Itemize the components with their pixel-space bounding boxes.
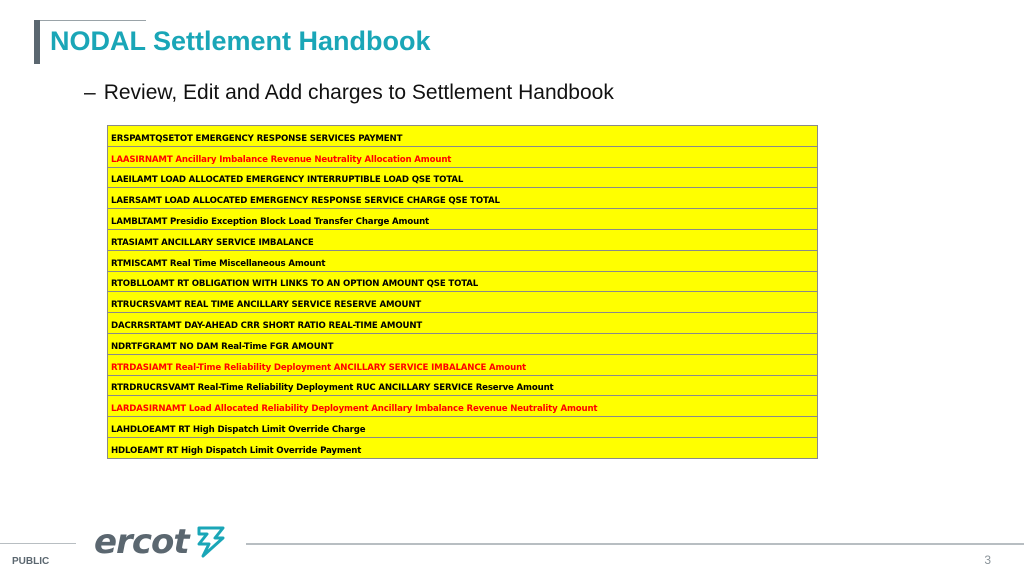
- table-row: [108, 333, 818, 354]
- table-row: [108, 417, 818, 438]
- logo-text: ercot: [94, 522, 189, 562]
- table-row: [108, 271, 818, 292]
- table-row: [108, 375, 818, 396]
- page-title: NODAL Settlement Handbook: [50, 26, 431, 56]
- charge-cell: RTRUCRSVAMT REAL TIME ANCILLARY SERVICE RESERVE AMOUNT: [108, 292, 818, 313]
- charge-cell: RTOBLLOAMT RT OBLIGATION WITH LINKS TO AN OPTION AMOUNT QSE TOTAL: [108, 271, 818, 292]
- ercot-bolt-icon: [193, 524, 227, 560]
- charge-cell: RTASIAMT ANCILLARY SERVICE IMBALANCE: [108, 229, 818, 250]
- charge-cell: LAEILAMT LOAD ALLOCATED EMERGENCY INTERRUPTIBLE LOAD QSE TOTAL: [108, 167, 818, 188]
- table-row: [108, 250, 818, 271]
- charge-cell: DACRRSRTAMT DAY-AHEAD CRR SHORT RATIO REAL-TIME AMOUNT: [108, 313, 818, 334]
- title-accent-bar: [34, 20, 40, 64]
- charge-cell: LAMBLTAMT Presidio Exception Block Load Transfer Charge Amount: [108, 209, 818, 230]
- subtitle-dash: –: [84, 81, 96, 104]
- charge-cell: RTMISCAMT Real Time Miscellaneous Amount: [108, 250, 818, 271]
- page-number: 3: [984, 553, 991, 567]
- charge-cell: RTRDRUCRSVAMT Real-Time Reliability Deployment RUC ANCILLARY SERVICE Reserve Amount: [108, 375, 818, 396]
- charge-cell: NDRTFGRAMT NO DAM Real-Time FGR AMOUNT: [108, 333, 818, 354]
- table-row: [108, 229, 818, 250]
- charge-cell: ERSPAMTQSETOT EMERGENCY RESPONSE SERVICES PAYMENT: [108, 126, 818, 147]
- table-row: [108, 396, 818, 417]
- footer-divider-left: [0, 543, 76, 544]
- table-row: [108, 437, 818, 458]
- subtitle: [84, 81, 614, 105]
- table-row: [108, 146, 818, 167]
- subtitle-text: Review, Edit and Add charges to Settlement Handbook: [103, 81, 614, 104]
- table-row: [108, 313, 818, 334]
- table-row: [108, 209, 818, 230]
- charge-cell: LAHDLOEAMT RT High Dispatch Limit Override Charge: [108, 417, 818, 438]
- title-rule: [40, 20, 146, 21]
- charge-cell: HDLOEAMT RT High Dispatch Limit Override Payment: [108, 437, 818, 458]
- table-row: [108, 188, 818, 209]
- table-row: [108, 292, 818, 313]
- classification-label: PUBLIC: [12, 556, 50, 567]
- table-row: [108, 354, 818, 375]
- ercot-logo: [94, 520, 227, 564]
- table-row: [108, 126, 818, 147]
- charge-cell: LARDASIRNAMT Load Allocated Reliability Deployment Ancillary Imbalance Revenue Neutrality Amount: [108, 396, 818, 417]
- charge-cell: LAASIRNAMT Ancillary Imbalance Revenue Neutrality Allocation Amount: [108, 146, 818, 167]
- footer-divider-right: [246, 543, 1024, 545]
- charges-table: [107, 125, 818, 459]
- charge-cell: RTRDASIAMT Real-Time Reliability Deployment ANCILLARY SERVICE IMBALANCE Amount: [108, 354, 818, 375]
- table-row: [108, 167, 818, 188]
- charge-cell: LAERSAMT LOAD ALLOCATED EMERGENCY RESPONSE SERVICE CHARGE QSE TOTAL: [108, 188, 818, 209]
